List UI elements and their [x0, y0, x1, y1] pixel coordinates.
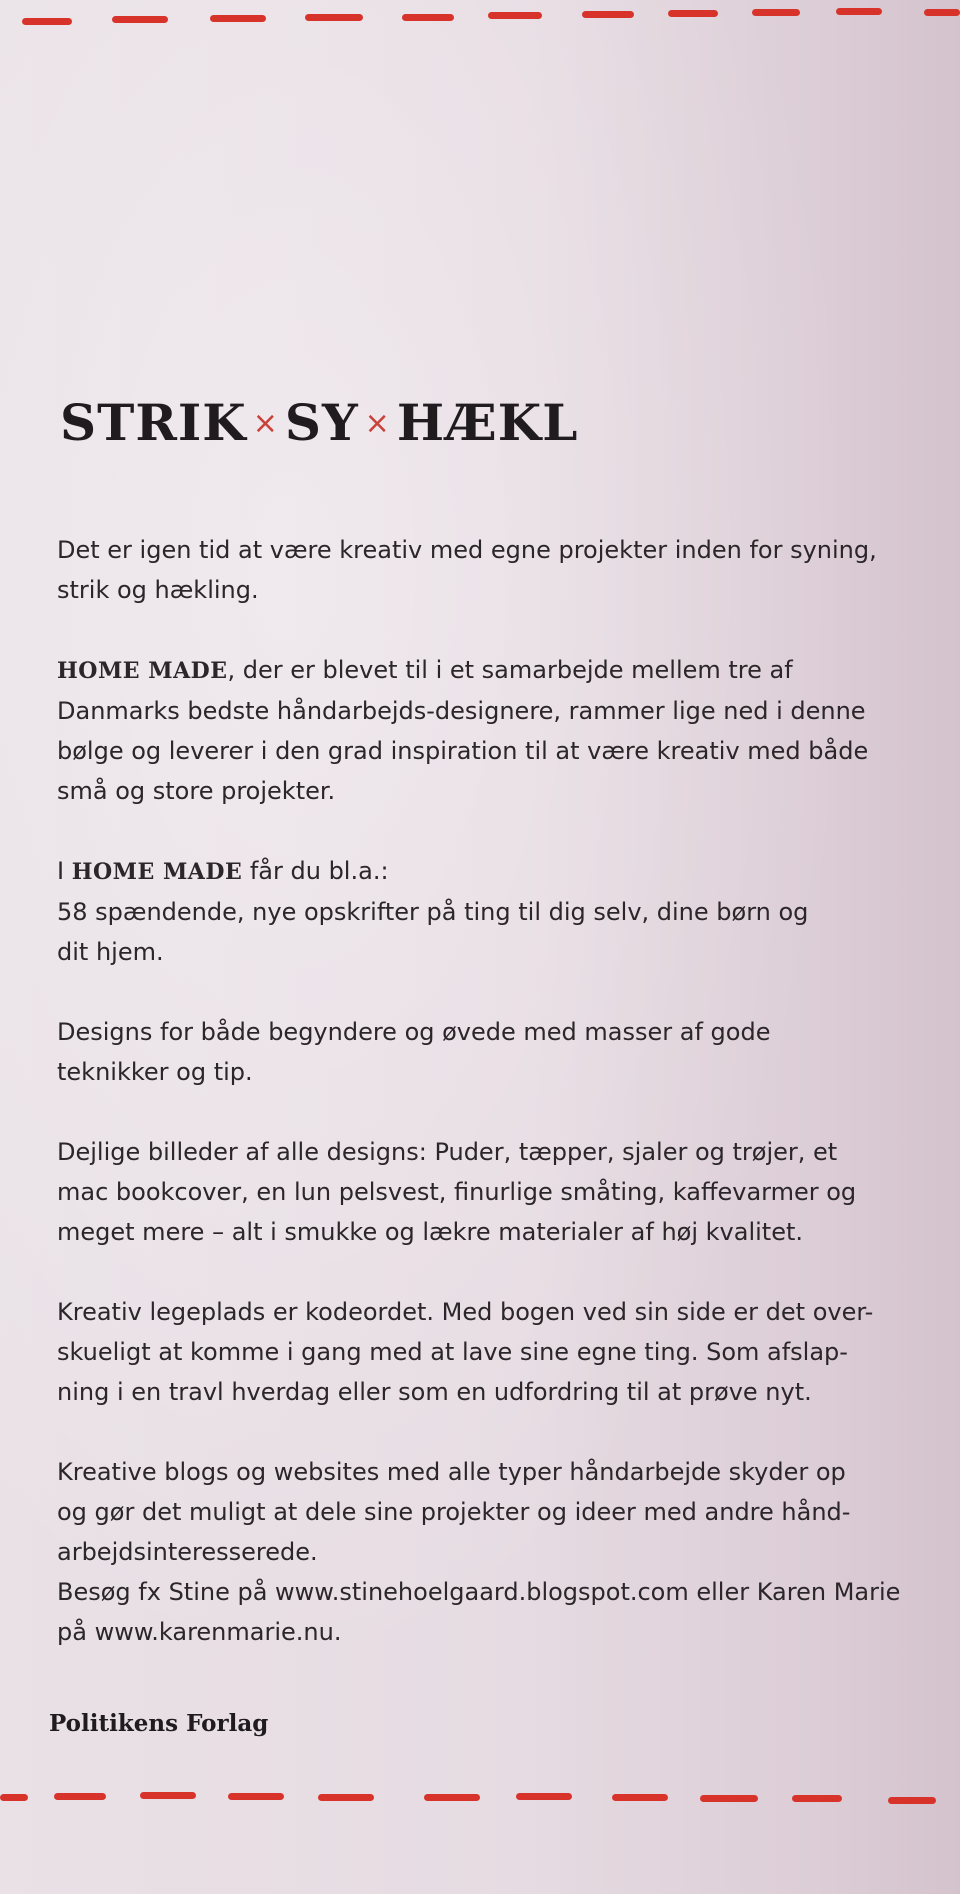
paragraph-blogs — [57, 1452, 917, 1652]
book-title — [60, 393, 579, 452]
text-line: arbejdsinteresserede. — [57, 1538, 318, 1566]
paragraph-intro — [57, 530, 917, 610]
stitch-mark — [582, 11, 634, 18]
stitch-mark — [888, 1797, 936, 1804]
title-word-strik: STRIK — [60, 393, 247, 452]
stitch-mark — [668, 10, 718, 17]
stitch-mark — [210, 15, 266, 22]
title-separator-x: × — [364, 406, 391, 441]
stitch-mark — [792, 1795, 842, 1802]
blurb-text — [57, 530, 917, 1692]
text-line: mac bookcover, en lun pelsvest, finurlige småting, kaffevarmer og — [57, 1178, 857, 1206]
text-line: Kreativ legeplads er kodeordet. Med bogen ved sin side er det over- — [57, 1298, 874, 1326]
title-separator-x: × — [252, 406, 279, 441]
text-line: 58 spændende, nye opskrifter på ting til dig selv, dine børn og — [57, 898, 809, 926]
top-stitch-border — [0, 6, 960, 22]
bottom-stitch-border — [0, 1786, 960, 1802]
text-line: på www.karenmarie.nu. — [57, 1618, 342, 1646]
paragraph-playground — [57, 1292, 917, 1412]
stitch-mark — [424, 1794, 480, 1801]
text-line: skueligt at komme i gang med at lave sine egne ting. Som afslap- — [57, 1338, 848, 1366]
paragraph-home-made — [57, 650, 917, 811]
text-line: meget mere – alt i smukke og lækre materialer af høj kvalitet. — [57, 1218, 804, 1246]
title-word-haekl: HÆKL — [396, 393, 579, 452]
paragraph-designs — [57, 1012, 917, 1092]
stitch-mark — [924, 9, 960, 16]
stitch-mark — [402, 14, 454, 21]
stitch-mark — [488, 12, 542, 19]
text-line: dit hjem. — [57, 938, 164, 966]
stitch-mark — [612, 1794, 668, 1801]
text-fragment: får du bl.a.: — [242, 857, 389, 885]
text-line: Designs for både begyndere og øvede med masser af gode — [57, 1018, 771, 1046]
text-line: Kreative blogs og websites med alle typer håndarbejde skyder op — [57, 1458, 846, 1486]
brand-name: HOME MADE — [57, 658, 228, 684]
text-line: Det er igen tid at være kreativ med egne projekter inden for syning, — [57, 536, 877, 564]
stitch-mark — [228, 1793, 284, 1800]
text-line: Dejlige billeder af alle designs: Puder, tæpper, sjaler og trøjer, et — [57, 1138, 838, 1166]
paragraph-contents — [57, 851, 917, 972]
stitch-mark — [318, 1794, 374, 1801]
stitch-mark — [752, 9, 800, 16]
stitch-mark — [54, 1793, 106, 1800]
stitch-mark — [112, 16, 168, 23]
stitch-mark — [22, 18, 72, 25]
text-line: ning i en travl hverdag eller som en udfordring til at prøve nyt. — [57, 1378, 812, 1406]
text-line: og gør det muligt at dele sine projekter og ideer med andre hånd- — [57, 1498, 851, 1526]
text-line: Danmarks bedste håndarbejds-designere, rammer lige ned i denne — [57, 697, 866, 725]
stitch-mark — [0, 1794, 28, 1801]
brand-name: HOME MADE — [71, 859, 243, 885]
text-line: strik og hækling. — [57, 576, 259, 604]
stitch-mark — [700, 1795, 758, 1802]
stitch-mark — [305, 14, 363, 21]
text-fragment: I — [57, 857, 72, 885]
title-word-sy: SY — [284, 393, 359, 452]
stitch-mark — [836, 8, 882, 15]
text-line: bølge og leverer i den grad inspiration til at være kreativ med både — [57, 737, 869, 765]
text-line: teknikker og tip. — [57, 1058, 253, 1086]
stitch-mark — [140, 1792, 196, 1799]
text-fragment: , der er blevet til i et samarbejde mellem tre af — [227, 656, 793, 684]
text-line — [57, 650, 917, 691]
text-line: Besøg fx Stine på www.stinehoelgaard.blogspot.com eller Karen Marie — [57, 1578, 901, 1606]
stitch-mark — [516, 1793, 572, 1800]
text-line — [57, 851, 917, 892]
text-line: små og store projekter. — [57, 777, 336, 805]
publisher-name: Politikens Forlag — [49, 1710, 269, 1737]
paragraph-pictures — [57, 1132, 917, 1252]
